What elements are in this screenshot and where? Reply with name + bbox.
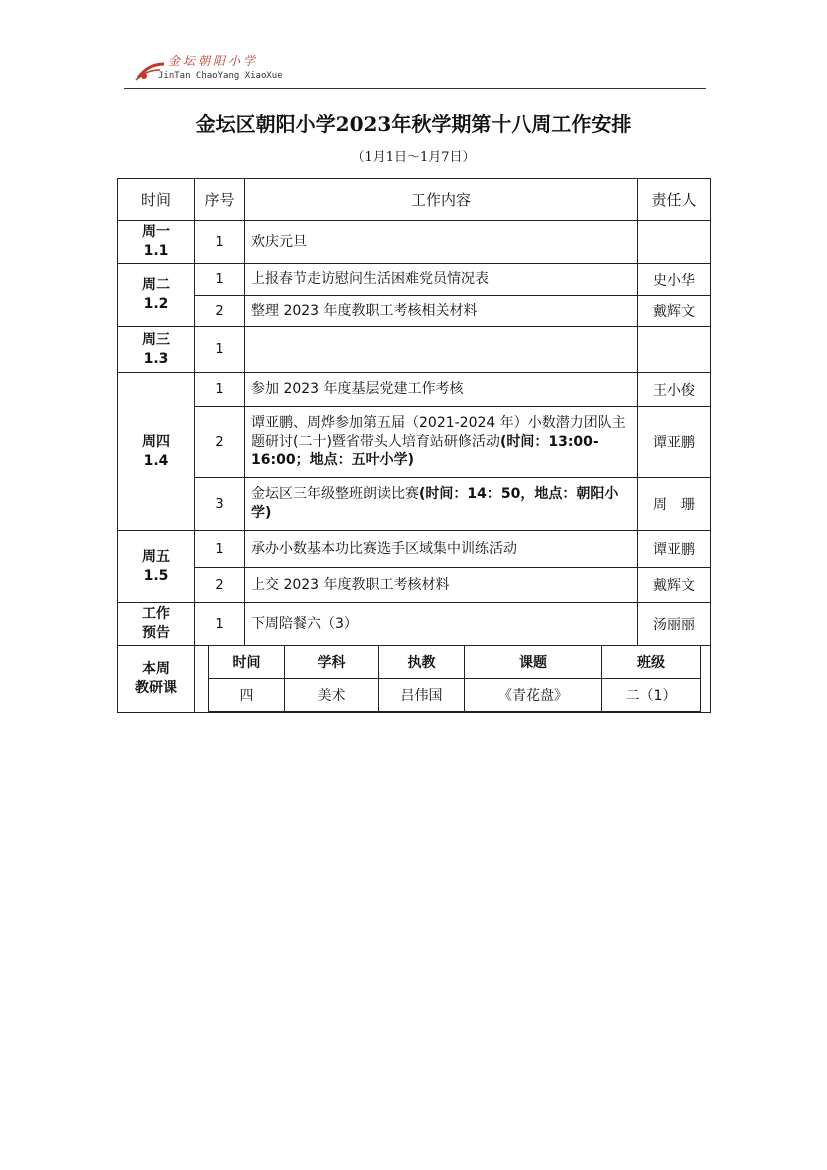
seq-cell: 1	[195, 373, 245, 407]
table-header-row	[118, 179, 711, 221]
day-cell: 周二 1.2	[118, 264, 195, 327]
research-class: 二（1）	[602, 679, 701, 712]
research-cell	[195, 646, 711, 713]
research-header-subject: 学科	[285, 646, 379, 679]
seq-cell: 1	[195, 327, 245, 373]
preview-row	[118, 603, 711, 646]
table-row	[118, 568, 711, 603]
person-cell: 周 珊	[638, 478, 711, 531]
day-cell: 周五 1.5	[118, 531, 195, 603]
seq-cell: 1	[195, 264, 245, 296]
content-cell: 承办小数基本功比赛选手区域集中训练活动	[245, 531, 638, 568]
research-subject: 美术	[285, 679, 379, 712]
content-cell: 整理 2023 年度教职工考核相关材料	[245, 296, 638, 327]
research-row	[118, 646, 711, 713]
table-row	[118, 531, 711, 568]
person-cell: 戴辉文	[638, 568, 711, 603]
seq-cell: 1	[195, 531, 245, 568]
table-row	[118, 407, 711, 478]
table-row	[118, 373, 711, 407]
research-topic: 《青花盘》	[465, 679, 602, 712]
person-cell: 谭亚鹏	[638, 531, 711, 568]
research-header-time: 时间	[209, 646, 285, 679]
person-cell	[638, 327, 711, 373]
research-header-topic: 课题	[465, 646, 602, 679]
seq-cell: 2	[195, 568, 245, 603]
schedule-table	[117, 178, 711, 713]
day-cell: 周一 1.1	[118, 221, 195, 264]
seq-cell: 2	[195, 407, 245, 478]
person-cell: 戴辉文	[638, 296, 711, 327]
person-cell: 王小俊	[638, 373, 711, 407]
table-row	[118, 264, 711, 296]
table-row	[118, 478, 711, 531]
research-table	[208, 646, 701, 712]
research-header-teacher: 执教	[379, 646, 465, 679]
day-cell: 周三 1.3	[118, 327, 195, 373]
content-cell: 上报春节走访慰问生活困难党员情况表	[245, 264, 638, 296]
preview-label: 工作 预告	[118, 603, 195, 646]
seq-cell: 2	[195, 296, 245, 327]
research-label: 本周 教研课	[118, 646, 195, 713]
logo-english-text: JinTan ChaoYang XiaoXue	[158, 71, 283, 81]
person-cell: 史小华	[638, 264, 711, 296]
person-cell: 谭亚鹏	[638, 407, 711, 478]
header-time: 时间	[118, 179, 195, 221]
research-header-class: 班级	[602, 646, 701, 679]
date-range: （1月1日～1月7日）	[351, 150, 476, 165]
seq-cell: 1	[195, 221, 245, 264]
content-cell: 参加 2023 年度基层党建工作考核	[245, 373, 638, 407]
header-seq: 序号	[195, 179, 245, 221]
content-cell: 上交 2023 年度教职工考核材料	[245, 568, 638, 603]
header-content: 工作内容	[245, 179, 638, 221]
table-row	[118, 221, 711, 264]
person-cell: 汤丽丽	[638, 603, 711, 646]
header-person: 责任人	[638, 179, 711, 221]
table-row	[118, 296, 711, 327]
person-cell	[638, 221, 711, 264]
seq-cell: 3	[195, 478, 245, 531]
content-cell: 欢庆元旦	[245, 221, 638, 264]
research-time: 四	[209, 679, 285, 712]
content-cell: 下周陪餐六（3）	[245, 603, 638, 646]
content-cell: 谭亚鹏、周烨参加第五届（2021-2024 年）小数潜力团队主题研讨(二十)暨省带头人培育站研修活动(时间：13:00-16:00；地点：五叶小学)	[245, 407, 638, 478]
logo-chinese-text: 金坛朝阳小学	[168, 54, 259, 68]
seq-cell: 1	[195, 603, 245, 646]
content-cell	[245, 327, 638, 373]
table-row	[118, 327, 711, 373]
content-cell: 金坛区三年级整班朗读比赛(时间：14：50，地点：朝阳小学)	[245, 478, 638, 531]
day-cell: 周四 1.4	[118, 373, 195, 531]
page-header	[124, 50, 706, 89]
research-teacher: 吕伟国	[379, 679, 465, 712]
document-title: 金坛区朝阳小学2023年秋学期第十八周工作安排	[195, 112, 632, 136]
